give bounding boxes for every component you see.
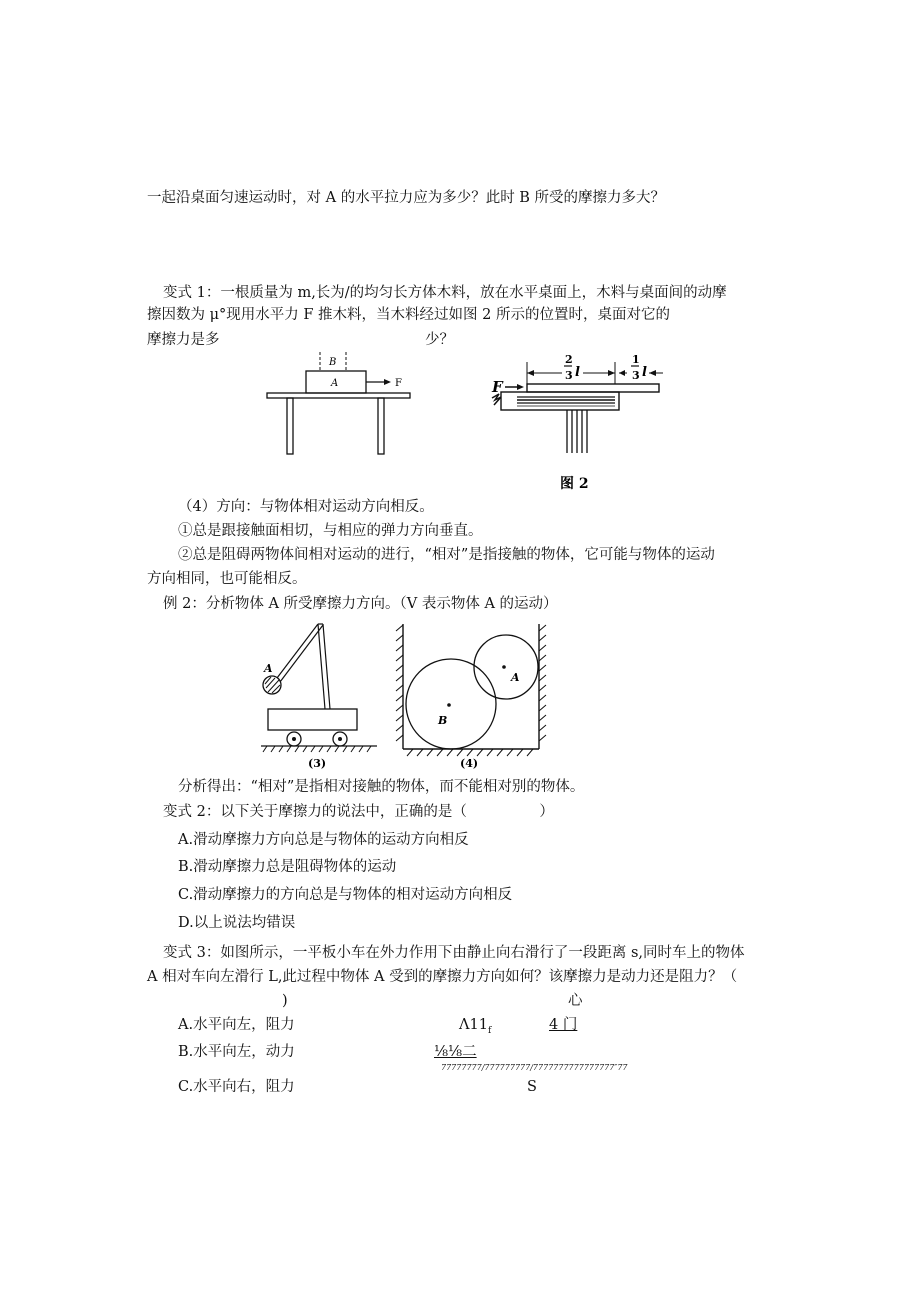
ocr-fragment-men: 4 门 <box>549 1017 578 1033</box>
figure-3-caption: (3) <box>308 757 327 770</box>
variant3-option-c: C.水平向右，阻力 <box>178 1079 295 1095</box>
variant1-line3a: 摩擦力是多 <box>147 332 220 348</box>
figure-4-circles <box>393 622 548 772</box>
label-f: F <box>492 378 503 396</box>
conclusion: 分析得出：“相对”是指相对接触的物体，而不能相对别的物体。 <box>178 779 585 795</box>
example-2: 例 2：分析物体 A 所受摩擦力方向。（V 表示物体 A 的运动） <box>163 596 558 612</box>
frac-num-2: 1 <box>632 353 640 366</box>
ocr-fragment-a11-sub: f <box>487 1025 492 1036</box>
length-l-1: l <box>575 365 580 380</box>
frac-den-2: 3 <box>632 369 640 382</box>
variant2-option-a: A.滑动摩擦力方向总是与物体的运动方向相反 <box>178 832 469 848</box>
text-line: 一起沿桌面匀速运动时，对 A 的水平拉力应为多少？此时 B 所受的摩擦力多大？ <box>147 190 666 206</box>
variant3-line1: 变式 3：如图所示，一平板小车在外力作用下由静止向右滑行了一段距离 s,同时车上的物体 <box>163 945 745 961</box>
ocr-fragment-s: S <box>527 1079 537 1095</box>
variant3-line2: A 相对车向左滑行 L,此过程中物体 A 受到的摩擦力方向如何？该摩擦力是动力还是阻力？（ <box>147 969 738 985</box>
label-b: B <box>438 714 448 727</box>
variant1-line2: 擦因数为 μ°现用水平力 F 推木料，当木料经过如图 2 所示的位置时，桌面对它的 <box>147 307 671 323</box>
label-a: A <box>264 662 273 675</box>
label-a: A <box>511 671 520 684</box>
ocr-fragment-a11 <box>459 1015 491 1041</box>
figure-table-blocks <box>264 349 414 459</box>
figure-2-plank <box>487 350 667 495</box>
direction-heading: （4）方向：与物体相对运动方向相反。 <box>178 499 434 515</box>
point-1: ①总是跟接触面相切，与相应的弹力方向垂直。 <box>178 523 483 539</box>
point-2-line2: 方向相同，也可能相反。 <box>147 571 307 587</box>
figure-2-caption: 图 2 <box>560 476 589 492</box>
variant2-option-c: C.滑动摩擦力的方向总是与物体的相对运动方向相反 <box>178 887 513 903</box>
variant3-paren: ) <box>282 993 288 1009</box>
variant2-option-b: B.滑动摩擦力总是阻碍物体的运动 <box>178 859 397 875</box>
variant2-question: 变式 2：以下关于摩擦力的说法中，正确的是（ ） <box>163 804 554 820</box>
ocr-fragment-hatch: 77777777/777777777/7777777777777777″77 <box>441 1063 628 1072</box>
ocr-fragment-frac: ⅛⅛二 <box>434 1044 477 1060</box>
label-a: A <box>331 378 339 389</box>
variant1-line1: 变式 1：一根质量为 m,长为/的均匀长方体木料，放在水平桌面上，木料与桌面间的动摩 <box>163 285 727 301</box>
frac-num-1: 2 <box>565 353 573 366</box>
ocr-fragment-xin: 心 <box>568 993 583 1009</box>
label-b: B <box>329 357 337 368</box>
figure-4-caption: (4) <box>460 757 479 770</box>
variant3-option-b: B.水平向左，动力 <box>178 1044 295 1060</box>
ocr-fragment-a11-main: Λ11 <box>459 1017 488 1033</box>
point-2-line1: ②总是阻碍两物体间相对运动的进行，“相对”是指接触的物体，它可能与物体的运动 <box>178 547 715 563</box>
length-l-2: l <box>642 365 647 380</box>
variant1-line3b: 少？ <box>425 332 454 348</box>
frac-den-1: 3 <box>565 369 573 382</box>
figure-3-cart <box>255 622 380 772</box>
variant3-option-a: A.水平向左，阻力 <box>178 1017 295 1033</box>
label-f: F <box>395 378 402 389</box>
variant2-option-d: D.以上说法均错误 <box>178 915 296 931</box>
